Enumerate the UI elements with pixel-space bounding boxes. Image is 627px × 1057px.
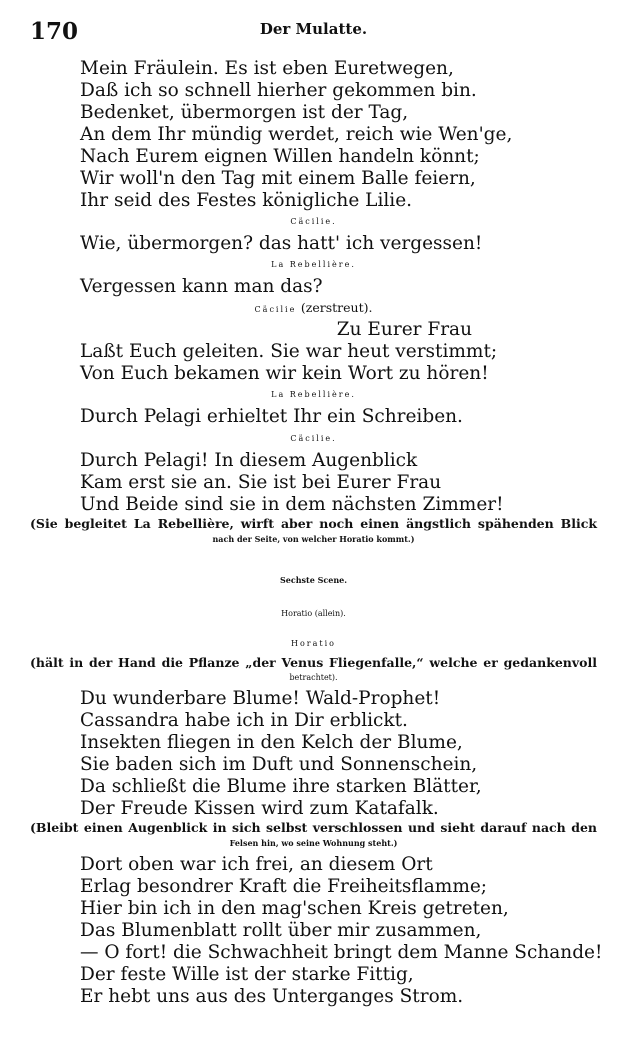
stage-direction: Felsen hin, wo seine Wohnung steht.) <box>229 838 398 848</box>
stage-direction: betrachtet). <box>289 673 338 682</box>
verse-line: Sie baden sich im Duft und Sonnenschein, <box>80 754 478 775</box>
verse-line: Und Beide sind sie in dem nächsten Zimmer! <box>80 494 504 515</box>
stage-direction: (Bleibt einen Augenblick in sich selbst verschlossen und sieht darauf nach den <box>30 820 597 835</box>
speaker-name: Cäcilie. <box>290 434 337 443</box>
verse-line: Wir woll'n den Tag mit einem Balle feiern, <box>80 168 476 189</box>
verse-line: Erlag besondrer Kraft die Freiheitsflamme; <box>80 876 488 897</box>
speaker-heading <box>0 297 627 320</box>
verse-line: Bedenket, übermorgen ist der Tag, <box>80 102 409 123</box>
verse-line: Insekten fliegen in den Kelch der Blume, <box>80 732 463 753</box>
scene-title: Sechste Scene. <box>279 575 348 585</box>
stage-note: (zerstreut). <box>300 300 373 315</box>
speaker-name: La Rebellière. <box>271 260 356 269</box>
verse-line: Cassandra habe ich in Dir erblickt. <box>80 710 408 731</box>
verse-line: Wie, übermorgen? das hatt' ich vergessen! <box>80 233 483 254</box>
verse-line: Der Freude Kissen wird zum Katafalk. <box>80 798 439 819</box>
speaker-name: La Rebellière. <box>271 390 356 399</box>
verse-line: Kam erst sie an. Sie ist bei Eurer Frau <box>80 472 442 493</box>
verse-line: Das Blumenblatt rollt über mir zusammen, <box>80 920 482 941</box>
verse-line: Dort oben war ich frei, an diesem Ort <box>80 854 433 875</box>
stage-direction: (Sie begleitet La Rebellière, wirft aber noch einen ängstlich spähenden Blick <box>30 516 597 531</box>
verse-line: Mein Fräulein. Es ist eben Euretwegen, <box>80 58 454 79</box>
verse-line: Der feste Wille ist der starke Fittig, <box>80 964 414 985</box>
verse-line: Durch Pelagi erhieltet Ihr ein Schreiben. <box>80 406 463 427</box>
scene-cast: Horatio (allein). <box>281 609 346 618</box>
verse-line: Daß ich so schnell hierher gekommen bin. <box>80 80 477 101</box>
verse-line: Hier bin ich in den mag'schen Kreis getreten, <box>80 898 509 919</box>
stage-direction: (hält in der Hand die Pflanze „der Venus Fliegenfalle,“ welche er gedankenvoll <box>30 655 597 670</box>
verse-line: Durch Pelagi! In diesem Augenblick <box>80 450 418 471</box>
verse-line: Ihr seid des Festes königliche Lilie. <box>80 190 413 211</box>
speaker-name: Cäcilie <box>254 305 297 314</box>
verse-line: Vergessen kann man das? <box>80 276 323 297</box>
verse-line: An dem Ihr mündig werdet, reich wie Wen'ge, <box>80 124 513 145</box>
verse-line: Zu Eurer Frau <box>336 319 472 340</box>
verse-line: Laßt Euch geleiten. Sie war heut verstimmt; <box>80 341 498 362</box>
page-number: 170 <box>30 18 79 45</box>
verse-line: Von Euch bekamen wir kein Wort zu hören! <box>80 363 489 384</box>
speaker-name: Cäcilie. <box>290 217 337 226</box>
verse-line: Du wunderbare Blume! Wald-Prophet! <box>80 688 441 709</box>
verse-line: — O fort! die Schwachheit bringt dem Manne Schande! <box>80 942 603 963</box>
running-title: Der Mulatte. <box>259 20 368 38</box>
speaker-name: Horatio <box>291 639 336 648</box>
page-header <box>0 18 627 44</box>
verse-line: Nach Eurem eignen Willen handeln könnt; <box>80 146 480 167</box>
stage-direction: nach der Seite, von welcher Horatio kommt.) <box>212 534 415 544</box>
verse-line: Da schließt die Blume ihre starken Blätter, <box>80 776 482 797</box>
verse-line: Er hebt uns aus des Unterganges Strom. <box>80 986 464 1007</box>
